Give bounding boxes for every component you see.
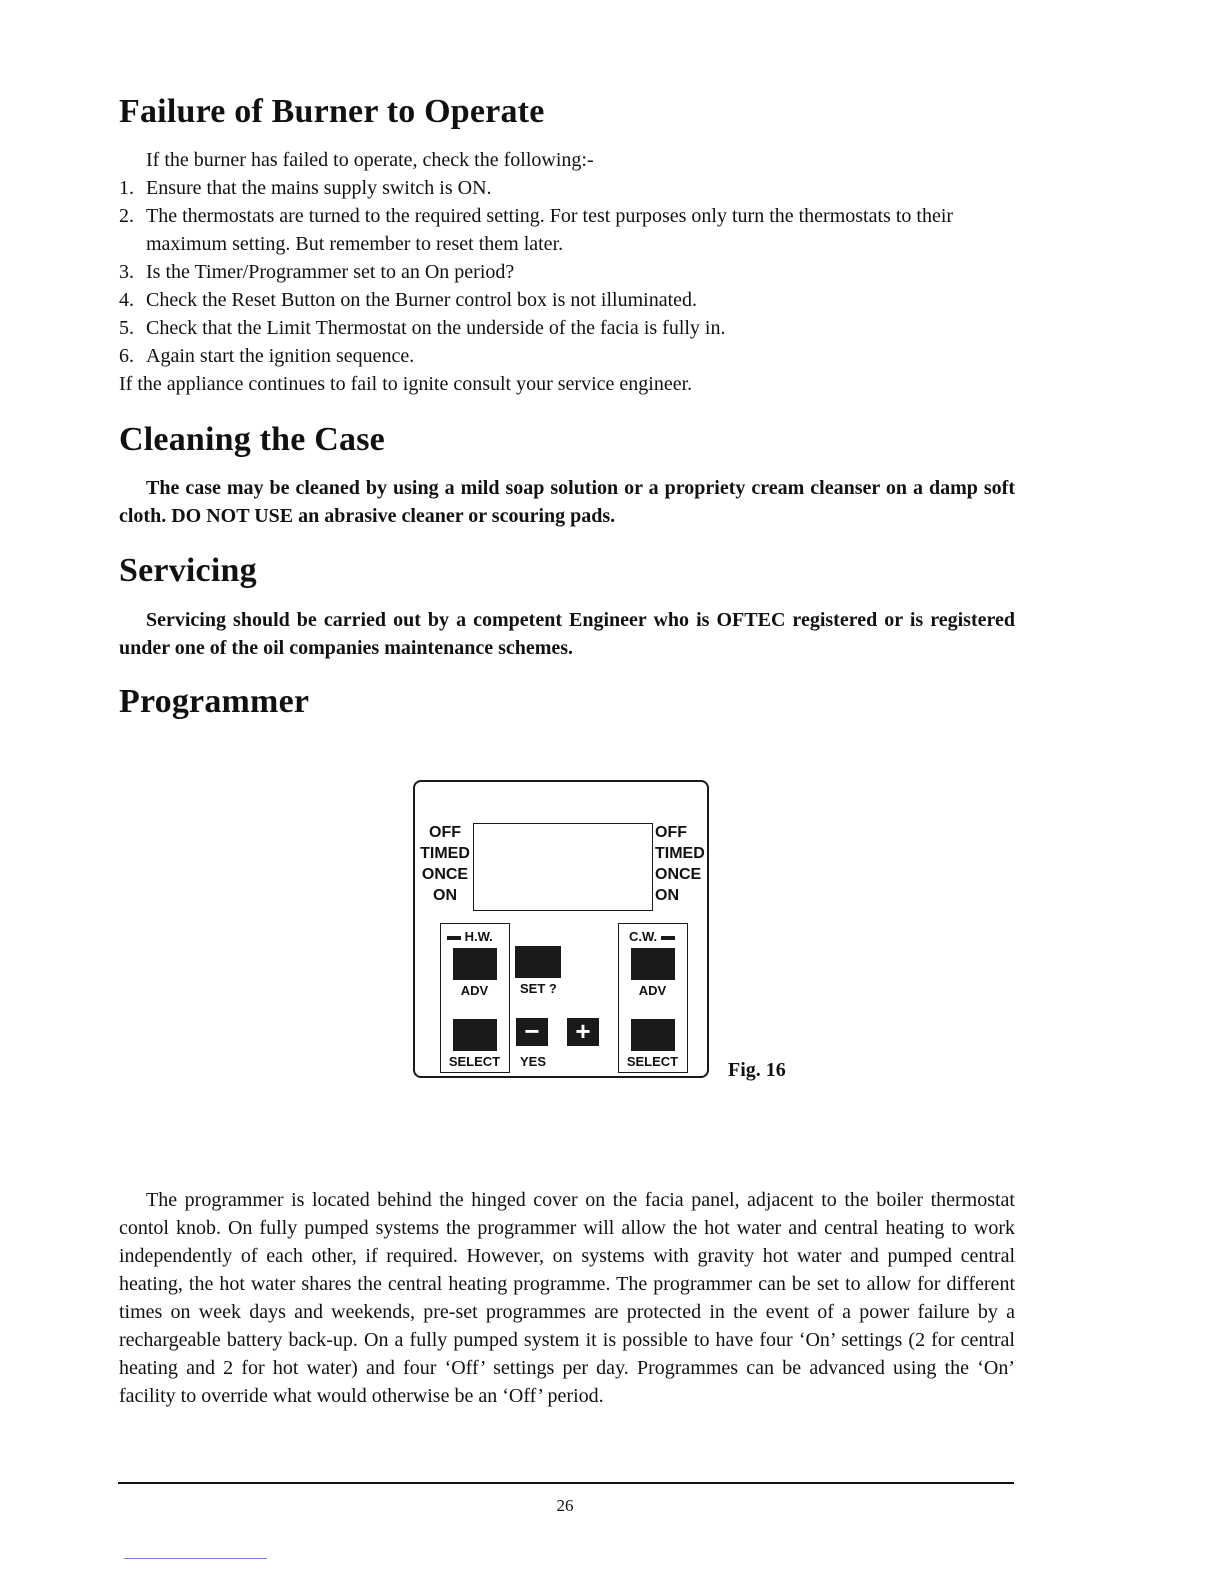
cleaning-heading: Cleaning the Case xyxy=(119,421,385,458)
cw-select-button[interactable] xyxy=(631,1019,675,1051)
cw-adv-button[interactable] xyxy=(631,948,675,980)
dash-icon xyxy=(661,936,675,940)
failure-intro: If the burner has failed to operate, check the following:- xyxy=(146,149,594,171)
cw-button-group xyxy=(618,923,688,1073)
servicing-heading: Servicing xyxy=(119,552,257,589)
lcd-display xyxy=(473,823,653,911)
programmer-diagram xyxy=(413,780,709,1078)
failure-heading: Failure of Burner to Operate xyxy=(119,93,545,130)
figure-caption: Fig. 16 xyxy=(728,1059,786,1081)
programmer-body: The programmer is located behind the hinged cover on the facia panel, adjacent to the boiler thermostat contol knob. On fully pumped systems the programmer will allow the hot water and central heating to work independently of each other, if required. However, on systems with gravity hot water and pumped central heating, the hot water shares the central heating programme. The programmer can be set to allow for different times on week days and weekends, pre-set programmes are protected in the event of a power failure by a rechargeable battery back-up. On a fully pumped system it is possible to have four ‘On’ settings (2 for central heating and 2 for hot water) and four ‘Off’ settings per day. Programmes can be advanced using the ‘On’ facility to override what would otherwise be an ‘Off’ period. xyxy=(119,1189,1015,1407)
minus-button[interactable]: − xyxy=(516,1018,548,1046)
hw-label: H.W. xyxy=(447,930,493,944)
cw-mode-labels: OFF TIMED ONCE ON xyxy=(655,824,705,904)
footer-link-underline xyxy=(124,1558,267,1559)
yes-label: YES xyxy=(520,1054,547,1069)
cw-select-label: SELECT xyxy=(626,1054,679,1069)
hw-adv-label: ADV xyxy=(460,983,489,998)
programmer-heading: Programmer xyxy=(119,683,310,720)
cleaning-body: The case may be cleaned by using a mild soap solution or a propriety cream cleanser on a damp soft cloth. DO NOT USE an abrasive cleaner or scouring pads. xyxy=(119,477,1015,527)
list-item: 2. The thermostats are turned to the required setting. For test purposes only turn the thermostats to their maximum setting. But remember to reset them later. xyxy=(119,205,954,255)
hw-adv-button[interactable] xyxy=(453,948,497,980)
servicing-body: Servicing should be carried out by a competent Engineer who is OFTEC registered or is registered under one of the oil companies maintenance schemes. xyxy=(119,609,1015,659)
cw-adv-label: ADV xyxy=(638,983,667,998)
page-number: 26 xyxy=(556,1496,574,1515)
list-item: 6. Again start the ignition sequence. xyxy=(119,345,415,367)
failure-checklist xyxy=(119,174,1019,370)
plus-button[interactable]: + xyxy=(567,1018,599,1046)
list-item: 5. Check that the Limit Thermostat on the underside of the facia is fully in. xyxy=(119,317,726,339)
list-item: 3. Is the Timer/Programmer set to an On period? xyxy=(119,261,515,283)
hw-select-label: SELECT xyxy=(448,1054,501,1069)
hw-mode-labels: OFF TIMED ONCE ON xyxy=(420,824,470,904)
hw-button-group xyxy=(440,923,510,1073)
list-item: 4. Check the Reset Button on the Burner control box is not illuminated. xyxy=(119,289,698,311)
footer-rule xyxy=(118,1482,1014,1484)
dash-icon xyxy=(447,936,461,940)
hw-select-button[interactable] xyxy=(453,1019,497,1051)
cw-label: C.W. xyxy=(629,930,675,944)
set-button[interactable] xyxy=(515,946,561,978)
set-label: SET ? xyxy=(520,981,557,996)
failure-closing: If the appliance continues to fail to ignite consult your service engineer. xyxy=(119,373,693,395)
list-item: 1. Ensure that the mains supply switch is ON. xyxy=(119,177,492,199)
